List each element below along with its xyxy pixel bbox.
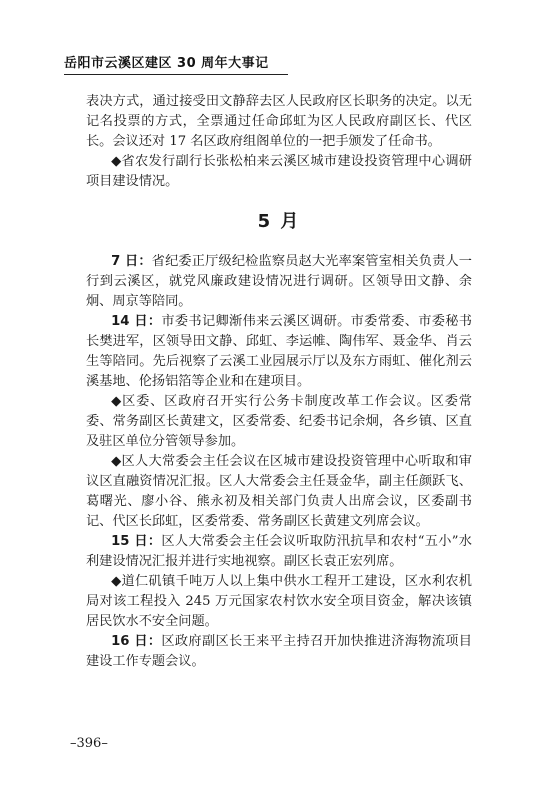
entry-text: 区人大常委会主任会议听取防汛抗旱和农村“五小”水利建设情况汇报并进行实地视察。副区长袁正宏列席。 (86, 534, 472, 569)
entry-text: 区政府副区长王来平主持召开加快推进济海物流项目建设工作专题会议。 (86, 634, 472, 669)
entry-text: ◆道仁矶镇千吨万人以上集中供水工程开工建设，区水利农机局对该工程投入 245 万元国家农村饮水安全项目资金，解决该镇居民饮水不安全问题。 (86, 574, 472, 629)
entry-paragraph (86, 572, 472, 632)
entry-paragraph (86, 392, 472, 452)
entry-paragraph (86, 252, 472, 312)
entry-paragraph (86, 312, 472, 392)
page-body (86, 92, 472, 672)
entry-text: 省纪委正厅级纪检监察员赵大光率案管室相关负责人一行到云溪区，就党风廉政建设情况进行调研。区领导田文静、余炯、周京等陪同。 (86, 254, 472, 309)
header-rule (64, 74, 288, 75)
entry-date: 14 日： (111, 314, 162, 329)
entry-text: ◆区委、区政府召开实行公务卡制度改革工作会议。区委常委、常务副区长黄建文，区委常委、纪委书记余炯，各乡镇、区直及驻区单位分管领导参加。 (86, 394, 472, 449)
entry-date: 15 日： (111, 534, 162, 549)
entry-date: 16 日： (111, 634, 162, 649)
paragraph-bullet: ◆省农发行副行长张松柏来云溪区城市建设投资管理中心调研项目建设情况。 (86, 154, 472, 189)
entry-text: ◆区人大常委会主任会议在区城市建设投资管理中心听取和审议区直融资情况汇报。区人大常委会主任聂金华，副主任颜跃飞、葛曙光、廖小谷、熊永初及相关部门负责人出席会议，区委副书记、代区长邱虹，区委常委、常务副区长黄建文列席会议。 (86, 454, 472, 529)
entry-paragraph (86, 532, 472, 572)
paragraph-continued: 表决方式，通过接受田文静辞去区人民政府区长职务的决定。以无记名投票的方式，全票通过任命邱虹为区人民政府副区长、代区长。会议还对 17 名区政府组阁单位的一把手颁发了任命书。 (86, 94, 472, 149)
page-number: –396– (70, 736, 108, 751)
running-header-title: 岳阳市云溪区建区 30 周年大事记 (64, 56, 269, 71)
entry-paragraph (86, 632, 472, 672)
section-title-month: 5 月 (257, 211, 301, 232)
entry-text: 市委书记卿渐伟来云溪区调研。市委常委、市委秘书长樊进军，区领导田文静、邱虹、李运帷、陶伟军、聂金华、肖云生等陪同。先后视察了云溪工业园展示厅以及东方雨虹、催化剂云溪基地、伦扬铝箔等企业和在建项目。 (86, 314, 472, 389)
entry-paragraph (86, 452, 472, 532)
entry-date: 7 日： (111, 254, 152, 269)
